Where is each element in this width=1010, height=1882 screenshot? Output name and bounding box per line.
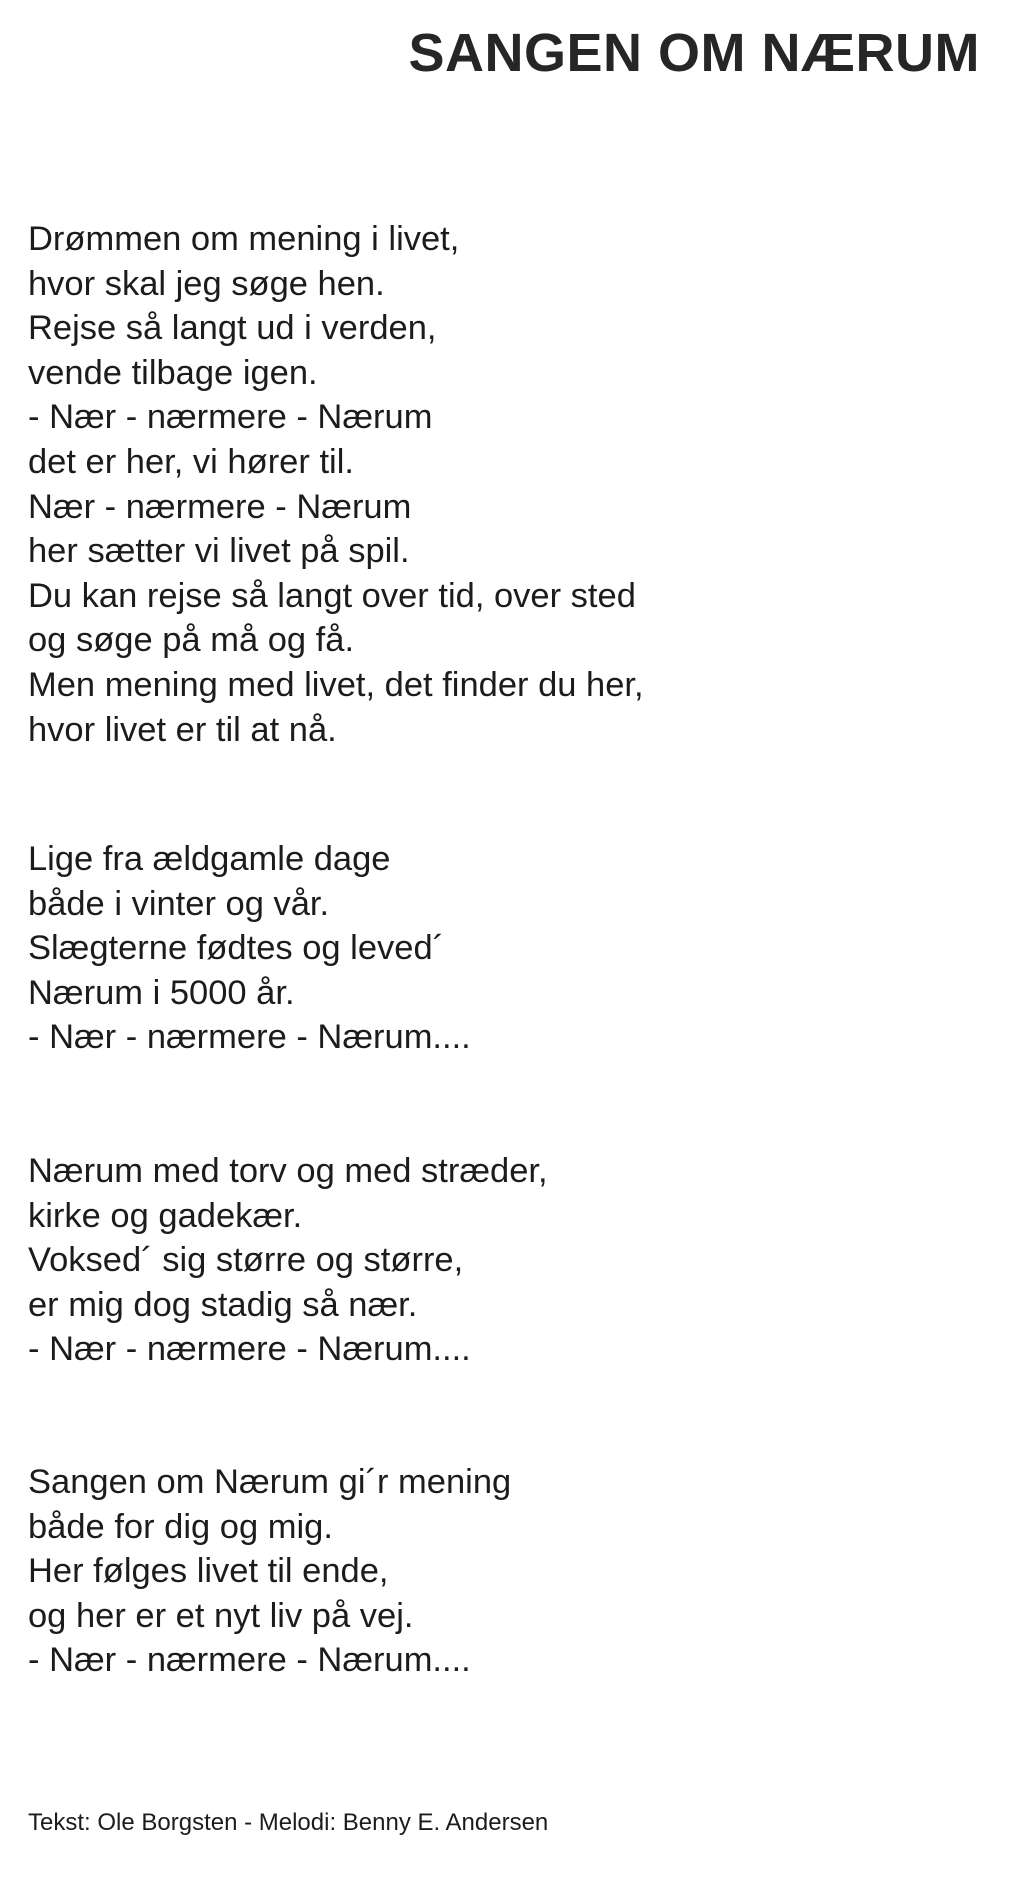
lyric-line: - Nær - nærmere - Nærum	[28, 398, 433, 437]
lyric-line: hvor livet er til at nå.	[28, 710, 337, 749]
lyric-line: - Nær - nærmere - Nærum....	[28, 1641, 471, 1680]
stanza-4	[28, 1460, 511, 1683]
lyric-line: Men mening med livet, det finder du her,	[28, 665, 644, 704]
lyric-line: Nærum i 5000 år.	[28, 973, 295, 1012]
lyric-line: både for dig og mig.	[28, 1507, 333, 1546]
lyric-line: og her er et nyt liv på vej.	[28, 1596, 414, 1635]
lyric-line: kirke og gadekær.	[28, 1196, 303, 1235]
lyric-line: vende tilbage igen.	[28, 353, 318, 392]
lyric-line: Her følges livet til ende,	[28, 1552, 389, 1591]
lyric-line: hvor skal jeg søge hen.	[28, 264, 385, 303]
lyric-line: er mig dog stadig så nær.	[28, 1285, 418, 1324]
lyric-line: og søge på må og få.	[28, 621, 355, 660]
lyric-line: Du kan rejse så langt over tid, over sted	[28, 576, 636, 615]
lyric-line: her sætter vi livet på spil.	[28, 532, 410, 571]
stanza-2	[28, 837, 471, 1060]
lyric-line: både i vinter og vår.	[28, 884, 330, 923]
lyric-line: det er her, vi hører til.	[28, 442, 354, 481]
stanza-1	[28, 217, 644, 752]
lyric-line: Voksed´ sig større og større,	[28, 1241, 464, 1280]
lyric-line: - Nær - nærmere - Nærum....	[28, 1330, 471, 1369]
lyric-line: Rejse så langt ud i verden,	[28, 309, 437, 348]
song-title: SANGEN OM NÆRUM	[408, 23, 980, 83]
lyric-line: Nær - nærmere - Nærum	[28, 487, 412, 526]
lyric-line: Drømmen om mening i livet,	[28, 220, 460, 258]
lyric-line: Nærum med torv og med stræder,	[28, 1152, 548, 1190]
credits-line: Tekst: Ole Borgsten - Melodi: Benny E. Andersen	[28, 1809, 549, 1836]
lyric-line: - Nær - nærmere - Nærum....	[28, 1018, 471, 1057]
lyric-line: Lige fra ældgamle dage	[28, 840, 391, 878]
stanza-3	[28, 1149, 548, 1372]
lyric-line: Sangen om Nærum gi´r mening	[28, 1463, 512, 1501]
lyric-line: Slægterne fødtes og leved´	[28, 929, 445, 968]
